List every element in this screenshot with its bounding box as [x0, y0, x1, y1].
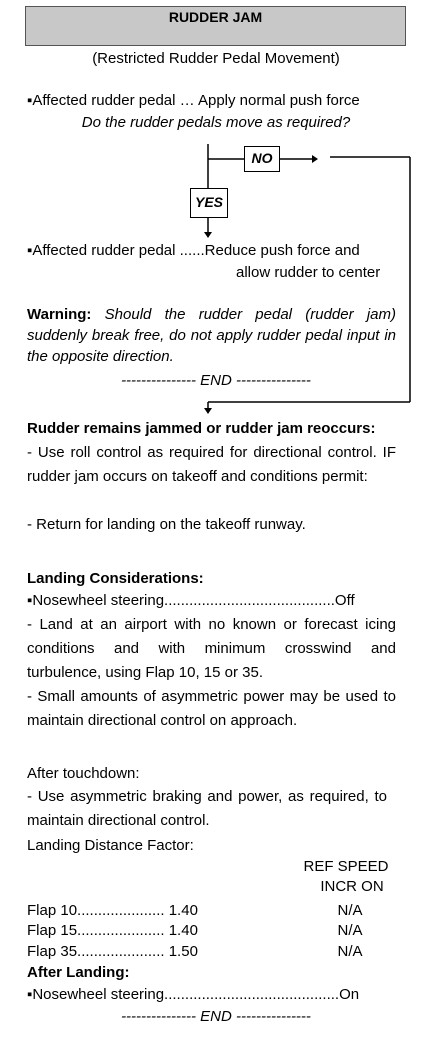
touchdown-paragraph: - Use asymmetric braking and power, as required, to maintain directional control.: [27, 788, 387, 829]
after-touchdown-label: After touchdown:: [27, 765, 140, 782]
flap-row-ref: N/A: [337, 922, 363, 939]
landing-heading: Landing Considerations:: [27, 570, 204, 587]
page-title: RUDDER JAM: [168, 9, 263, 25]
yes-box: [190, 188, 228, 218]
landing-distance-factor-label: Landing Distance Factor:: [27, 837, 194, 854]
end-divider-2: --------------- END ---------------: [121, 1008, 311, 1025]
jam-paragraph: - Use roll control as required for directional control. IF rudder jam occurs on takeoff and conditions permit:: [27, 444, 396, 485]
arrow-head-no: [312, 155, 318, 163]
jam-return-step: - Return for landing on the takeoff runway.: [27, 516, 306, 533]
flap-row-ref: N/A: [337, 902, 363, 919]
end-divider-1: --------------- END ---------------: [121, 372, 311, 389]
step-reduce-push-force: ▪Affected rudder pedal ......Reduce push force and: [27, 242, 360, 259]
asymmetric-power-paragraph: - Small amounts of asymmetric power may be used to maintain directional control on approach.: [27, 688, 396, 729]
arrow-head-jam: [204, 408, 212, 414]
incr-on-header: INCR ON: [320, 878, 384, 895]
warning-text: Should the rudder pedal (rudder jam) suddenly break free, do not apply rudder pedal input in the opposite direction.: [27, 306, 396, 365]
arrow-head-yes: [204, 232, 212, 238]
flap-row-label: Flap 10..................... 1.40: [27, 902, 198, 919]
jam-heading: Rudder remains jammed or rudder jam reoccurs:: [27, 420, 376, 437]
warning-label: Warning:: [27, 306, 92, 323]
step-reduce-push-force-cont: allow rudder to center: [236, 264, 381, 281]
ref-speed-header: REF SPEED: [303, 858, 389, 875]
yes-label: YES: [194, 194, 223, 210]
subtitle: (Restricted Rudder Pedal Movement): [92, 50, 340, 67]
landing-paragraph: - Land at an airport with no known or forecast icing conditions and with minimum crosswind and turbulence, using Flap 10, 15 or 35.: [27, 616, 396, 681]
flap-row-label: Flap 35..................... 1.50: [27, 943, 198, 960]
after-landing-heading: After Landing:: [27, 964, 130, 981]
no-box: [244, 146, 280, 172]
warning-paragraph: [27, 304, 396, 367]
flap-row-ref: N/A: [337, 943, 363, 960]
step-apply-push-force: ▪Affected rudder pedal … Apply normal push force: [27, 92, 360, 109]
nosewheel-off-step: ▪Nosewheel steering.........................................Off: [27, 592, 355, 609]
no-label: NO: [251, 150, 273, 166]
nosewheel-on-step: ▪Nosewheel steering..........................................On: [27, 986, 360, 1003]
flap-row-label: Flap 15..................... 1.40: [27, 922, 198, 939]
decision-question: Do the rudder pedals move as required?: [81, 114, 351, 131]
